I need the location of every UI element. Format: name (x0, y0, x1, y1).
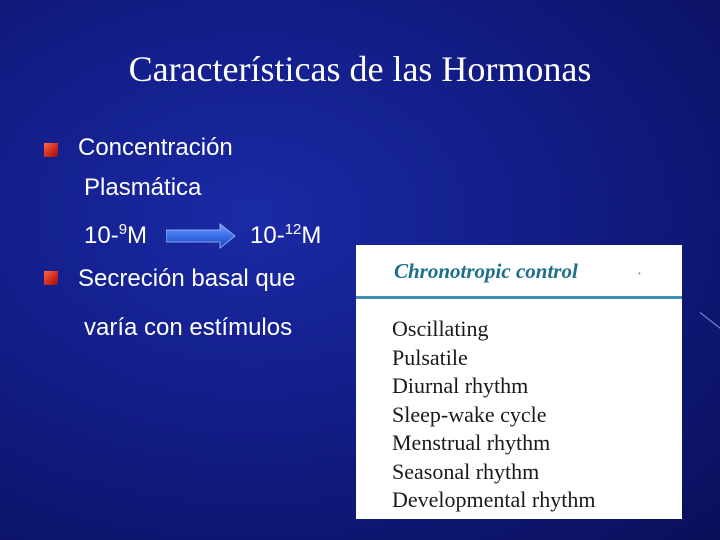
list-item: Seasonal rhythm (392, 458, 540, 484)
panel-dot: • (638, 269, 641, 278)
list-item: Pulsatile (392, 344, 468, 370)
list-item: Menstrual rhythm (392, 430, 551, 455)
bullet-marker-1 (44, 143, 58, 157)
list-item: Oscillating (392, 316, 489, 341)
chronotropic-control-panel (356, 245, 682, 519)
bullet-2-line-2: varía con estímulos (84, 314, 293, 341)
concentration-to-base: 10- (250, 222, 285, 249)
concentration-to-exponent: 12 (284, 221, 302, 238)
list-item: Developmental rhythm (392, 487, 596, 512)
bullet-1-line-1: Concentración (78, 134, 233, 161)
concentration-from-base: 10- (84, 222, 119, 249)
right-arrow-icon (166, 223, 236, 249)
concentration-from (84, 222, 147, 250)
decorative-line (700, 312, 720, 330)
panel-header: Chronotropic control (394, 259, 578, 283)
bullet-2-line-1: Secreción basal que (78, 265, 296, 292)
panel-divider (356, 296, 682, 299)
chronotropic-list (392, 315, 595, 515)
bullet-marker-2 (44, 271, 58, 285)
list-item: Sleep-wake cycle (392, 401, 547, 427)
concentration-from-exponent: 9 (118, 221, 128, 238)
bullet-1-line-2: Plasmática (84, 174, 202, 201)
concentration-from-unit: M (127, 222, 148, 249)
list-item: Diurnal rhythm (392, 373, 529, 398)
slide-title: Características de las Hormonas (128, 49, 592, 89)
concentration-to (250, 222, 321, 250)
concentration-to-unit: M (301, 222, 322, 249)
